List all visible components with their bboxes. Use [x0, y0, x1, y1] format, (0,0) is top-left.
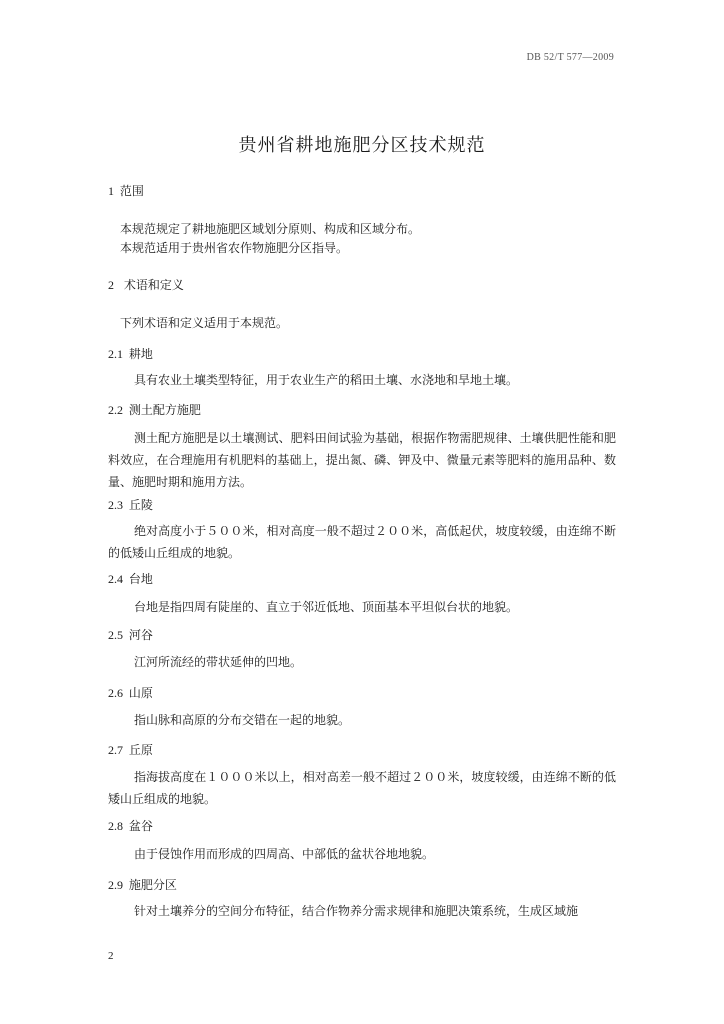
document-title: 贵州省耕地施肥分区技术规范: [238, 135, 486, 156]
section-title: 山原: [128, 686, 153, 700]
section-2-9-heading: [108, 876, 177, 894]
term-definition: 台地是指四周有陡崖的、直立于邻近低地、顶面基本平坦似台状的地貌。: [134, 600, 519, 614]
section-title: 施肥分区: [128, 878, 177, 892]
document-code: DB 52/T 577—2009: [526, 52, 614, 63]
section-number: 2.7: [108, 743, 123, 757]
section-2-8-heading: [108, 817, 153, 835]
term-definition: 指海拔高度在１０００米以上，相对高差一般不超过２００米，坡度较缓，由连绵不断的低矮山丘组成的地貌。: [108, 770, 616, 806]
section-2-7-heading: [108, 741, 153, 759]
page-number: 2: [108, 950, 114, 962]
section-title: 测土配方施肥: [128, 403, 201, 417]
term-definition: 绝对高度小于５００米，相对高度一般不超过２００米，高低起伏，坡度较缓，由连绵不断的低矮山丘组成的地貌。: [108, 524, 616, 560]
section-title: 范围: [119, 184, 144, 198]
section-2-1-heading: [108, 345, 153, 363]
section-number: 2.6: [108, 686, 123, 700]
section-number: 2.4: [108, 572, 123, 586]
section-title: 丘陵: [128, 498, 153, 512]
term-definition: 江河所流经的带状延伸的凹地。: [134, 655, 303, 669]
scope-paragraph-2: 本规范适用于贵州省农作物施肥分区指导。: [120, 241, 349, 255]
terms-intro-paragraph: 下列术语和定义适用于本规范。: [120, 316, 289, 330]
section-number: 2.3: [108, 498, 123, 512]
section-2-4-heading: [108, 570, 153, 588]
section-2-5-heading: [108, 626, 153, 644]
term-definition: 针对土壤养分的空间分布特征，结合作物养分需求规律和施肥决策系统，生成区域施: [134, 904, 579, 918]
section-number: 2: [108, 278, 114, 292]
section-number: 2.9: [108, 878, 123, 892]
section-1-heading: [108, 182, 144, 200]
section-number: 1: [108, 184, 114, 198]
section-title: 术语和定义: [123, 278, 184, 292]
term-definition: 具有农业土壤类型特征，用于农业生产的稻田土壤、水浇地和旱地土壤。: [134, 373, 519, 387]
term-definition: 指山脉和高原的分布交错在一起的地貌。: [134, 713, 351, 727]
section-title: 河谷: [128, 628, 153, 642]
section-title: 丘原: [128, 743, 153, 757]
term-definition: 由于侵蚀作用而形成的四周高、中部低的盆状谷地地貌。: [134, 847, 435, 861]
scope-paragraph-1: 本规范规定了耕地施肥区域划分原则、构成和区域分布。: [120, 222, 421, 236]
section-2-2-heading: [108, 401, 201, 419]
section-2-3-heading: [108, 496, 153, 514]
section-title: 盆谷: [128, 819, 153, 833]
section-title: 耕地: [128, 347, 153, 361]
section-number: 2.5: [108, 628, 123, 642]
section-number: 2.8: [108, 819, 123, 833]
term-definition: 测土配方施肥是以土壤测试、肥料田间试验为基础，根据作物需肥规律、土壤供肥性能和肥料效应，在合理施用有机肥料的基础上，提出氮、磷、钾及中、微量元素等肥料的施用品种、数量、施肥时期和施用方法。: [108, 431, 616, 489]
section-2-heading: [108, 276, 184, 294]
section-2-6-heading: [108, 684, 153, 702]
section-number: 2.2: [108, 403, 123, 417]
section-number: 2.1: [108, 347, 123, 361]
section-title: 台地: [128, 572, 153, 586]
